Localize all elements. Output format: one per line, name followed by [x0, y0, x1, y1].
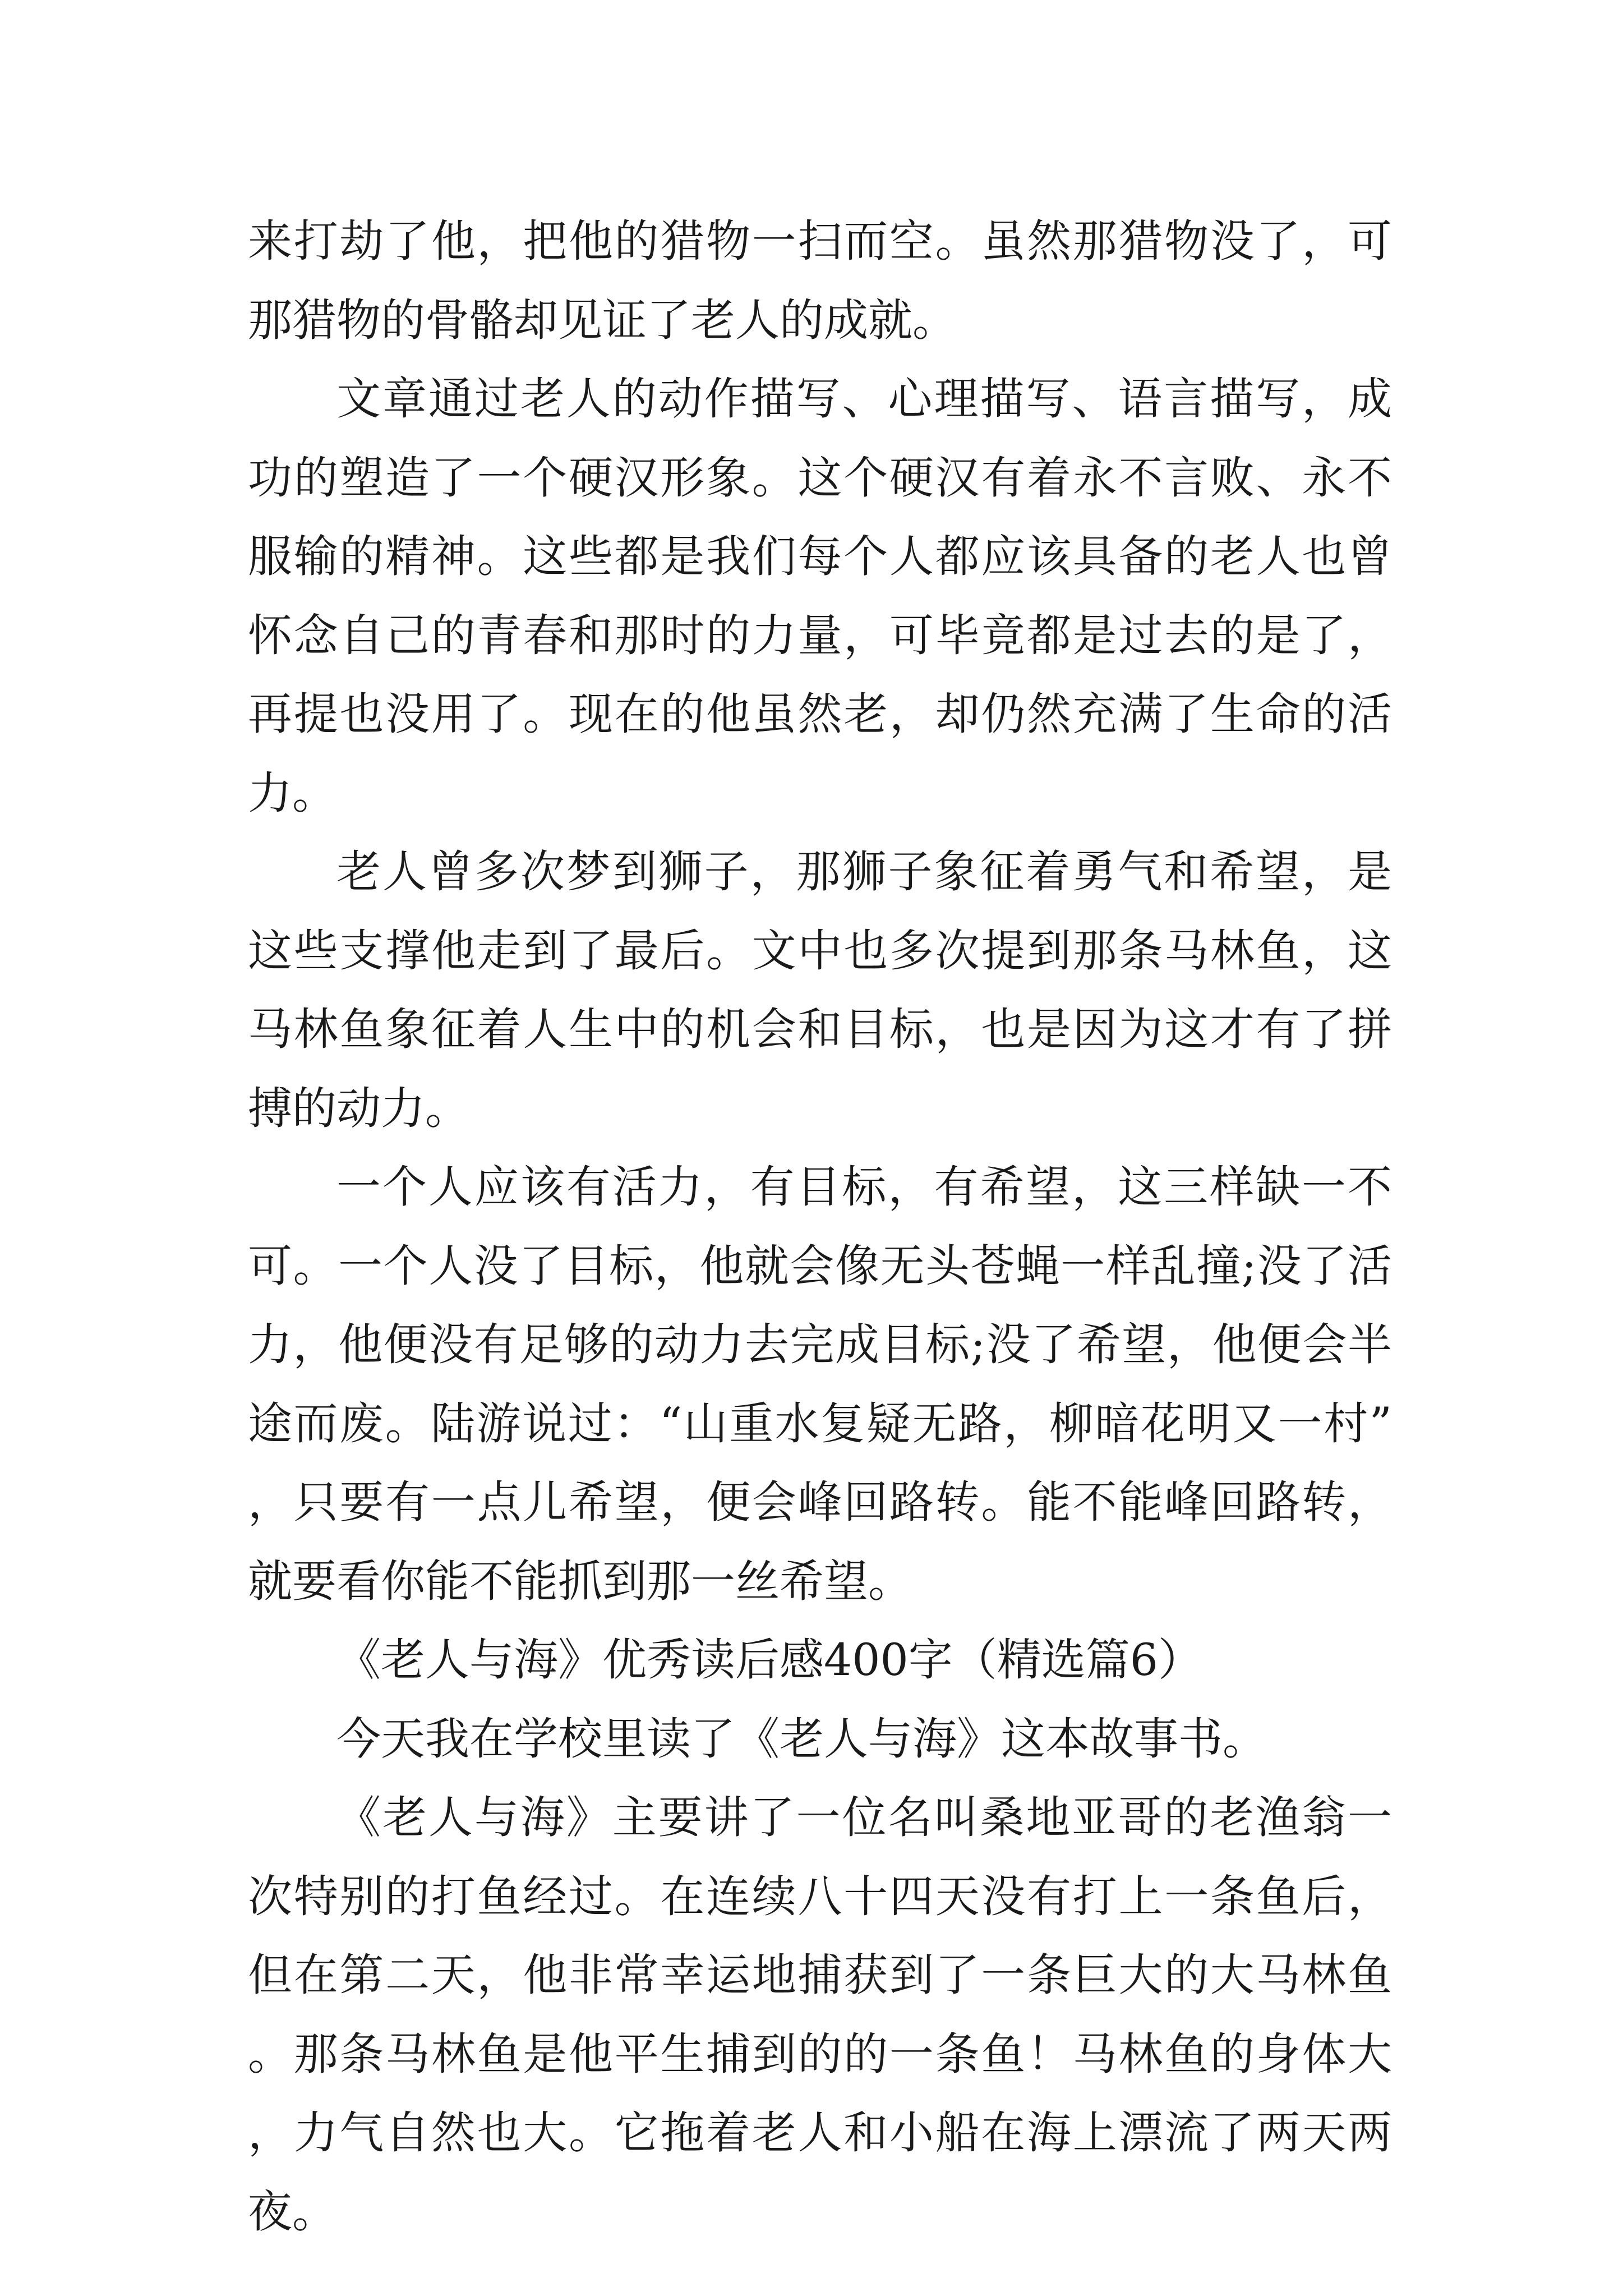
paragraph-symbolism: 老人曾多次梦到狮子，那狮子象征着勇气和希望，是这些支撑他走到了最后。文中也多次提到那条马林鱼，这马林鱼象征着人生中的机会和目标，也是因为这才有了拼搏的动力。 — [248, 846, 1392, 1134]
paragraph-summary: 《老人与海》主要讲了一位名叫桑地亚哥的老渔翁一次特别的打鱼经过。在连续八十四天没有打上一条鱼后，但在第二天，他非常幸运地捕获到了一条巨大的大马林鱼。那条马林鱼是他平生捕到的的一条鱼！马林鱼的身体大，力气自然也大。它拖着老人和小船在海上漂流了两天两夜。 — [248, 1792, 1392, 2238]
paragraph-reflection: 一个人应该有活力，有目标，有希望，这三样缺一不可。一个人没了目标，他就会像无头苍蝇一样乱撞;没了活力，他便没有足够的动力去完成目标;没了希望，他便会半途而废。陆游说过：“山重水复疑无路，柳暗花明又一村”，只要有一点儿希望，便会峰回路转。能不能峰回路转，就要看你能不能抓到那一丝希望。 — [248, 1161, 1392, 1607]
paragraph-character-analysis: 文章通过老人的动作描写、心理描写、语言描写，成功的塑造了一个硬汉形象。这个硬汉有着永不言败、永不服输的精神。这些都是我们每个人都应该具备的老人也曾怀念自己的青春和那时的力量，可毕竟都是过去的是了，再提也没用了。现在的他虽然老，却仍然充满了生命的活力。 — [248, 373, 1392, 819]
document-body — [248, 202, 1392, 2251]
paragraph-continuation: 来打劫了他，把他的猎物一扫而空。虽然那猎物没了，可那猎物的骨骼却见证了老人的成就。 — [248, 215, 1392, 346]
paragraph-intro: 今天我在学校里读了《老人与海》这本故事书。 — [336, 1713, 1267, 1765]
section-heading: 《老人与海》优秀读后感400字（精选篇6） — [336, 1634, 1203, 1686]
